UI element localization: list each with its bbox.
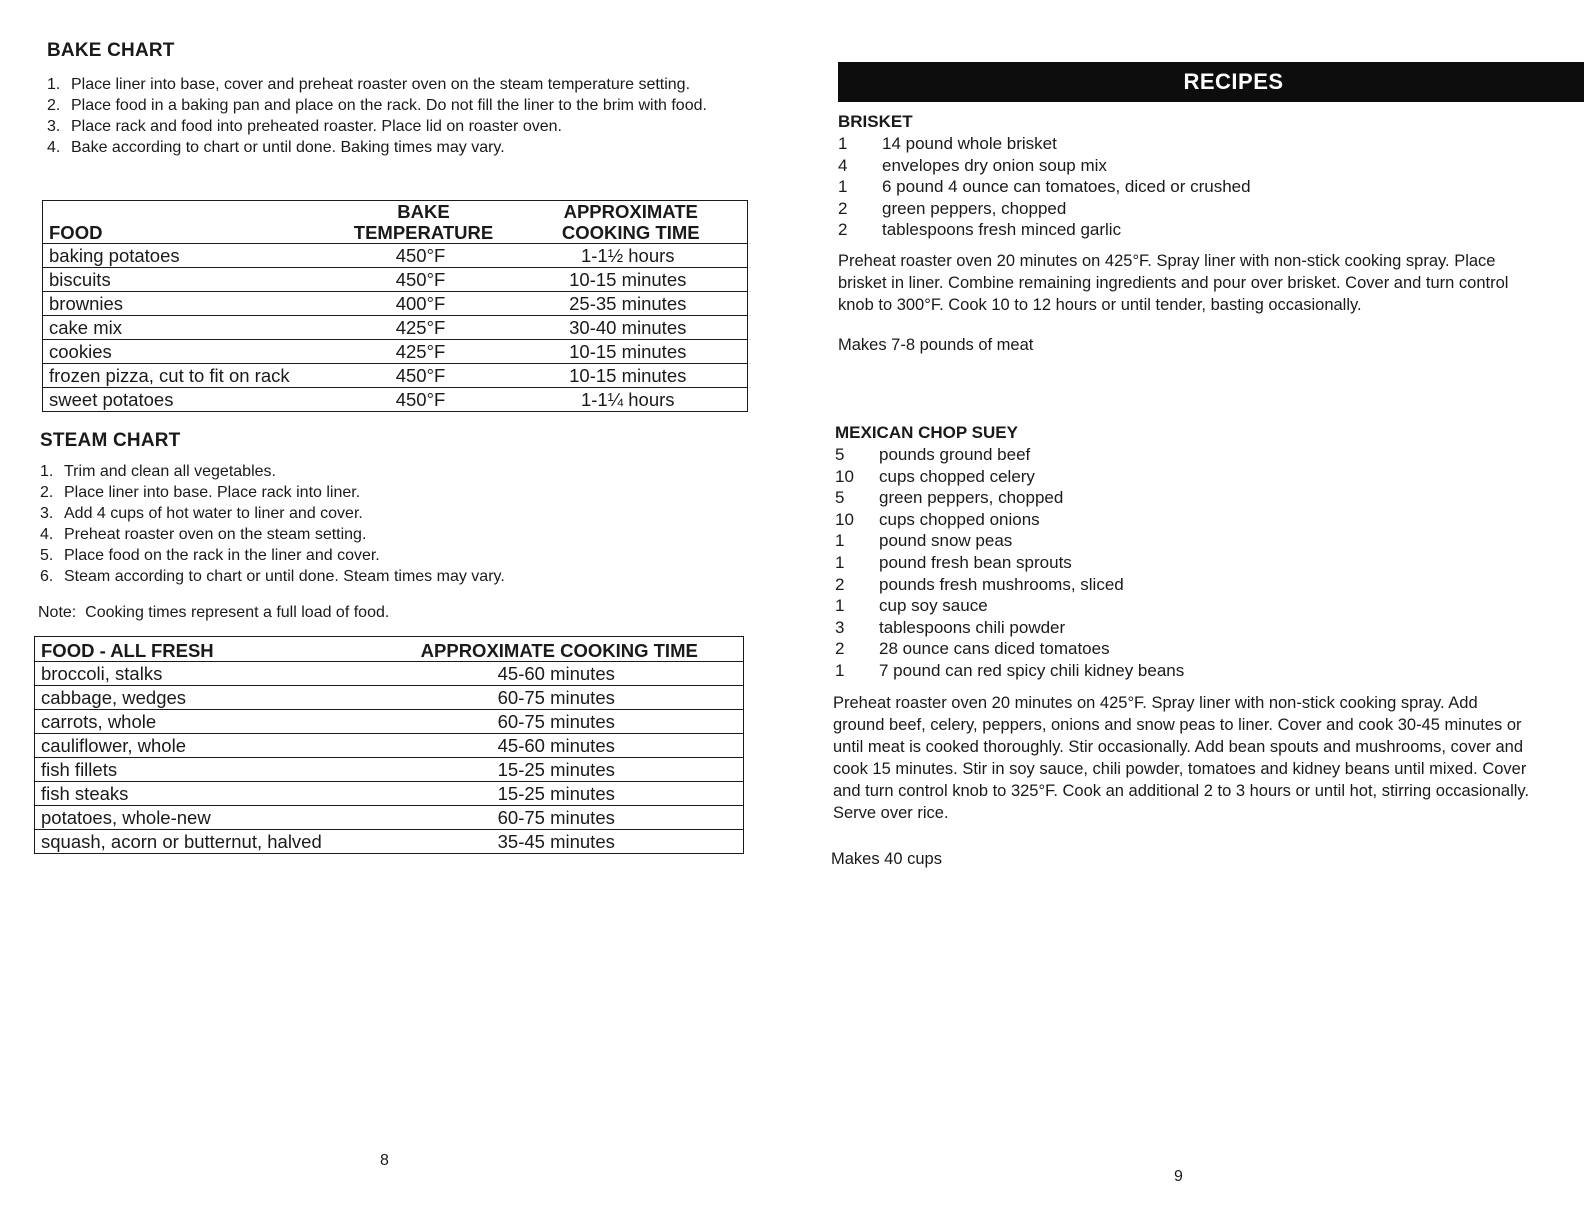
right-page bbox=[792, 0, 1584, 1222]
steam-steps bbox=[40, 461, 745, 587]
temp-cell: 425°F bbox=[333, 340, 509, 364]
time-cell: 30-40 minutes bbox=[509, 316, 748, 340]
food-header: FOOD - ALL FRESH bbox=[35, 637, 370, 662]
chop-suey-title: MEXICAN CHOP SUEY bbox=[835, 423, 1018, 442]
table-row bbox=[35, 662, 744, 686]
table-row bbox=[43, 364, 748, 388]
time-cell: 35-45 minutes bbox=[370, 830, 744, 854]
food-cell: fish steaks bbox=[35, 782, 370, 806]
table-row bbox=[35, 734, 744, 758]
table-row bbox=[35, 710, 744, 734]
recipes-banner: RECIPES bbox=[838, 62, 1584, 102]
time-cell: 10-15 minutes bbox=[509, 364, 748, 388]
steam-step: 2. Place liner into base. Place rack into liner. bbox=[40, 484, 361, 501]
table-row bbox=[43, 292, 748, 316]
table-row bbox=[43, 340, 748, 364]
list-item: 2 green peppers, chopped bbox=[838, 198, 1067, 218]
chop-suey-yield: Makes 40 cups bbox=[831, 850, 942, 868]
steam-table-header bbox=[35, 637, 744, 662]
page-number: 9 bbox=[1174, 1168, 1183, 1185]
table-row bbox=[43, 244, 748, 268]
table-row bbox=[35, 830, 744, 854]
time-cell: 60-75 minutes bbox=[370, 710, 744, 734]
list-item: 5 pounds ground beef bbox=[835, 445, 1031, 464]
time-cell: 10-15 minutes bbox=[509, 268, 748, 292]
table-row bbox=[43, 268, 748, 292]
list-item: 1 pound fresh bean sprouts bbox=[835, 552, 1072, 572]
table-row bbox=[43, 316, 748, 340]
bake-step: 4. Bake according to chart or until done. Baking times may vary. bbox=[47, 139, 505, 156]
time-cell: 60-75 minutes bbox=[370, 806, 744, 830]
brisket-instructions: Preheat roaster oven 20 minutes on 425°F. Spray liner with non-stick cooking spray. Place brisket in liner. Combine remaining ingredients and pour over brisket. Cover and turn control knob to 300°F. Cook 10 to 12 hours or until tender, basting occasionally. bbox=[838, 252, 1509, 314]
list-item: 1 14 pound whole brisket bbox=[838, 134, 1057, 153]
time-cell: 60-75 minutes bbox=[370, 686, 744, 710]
food-cell: fish fillets bbox=[35, 758, 370, 782]
chop-suey-ingredients bbox=[835, 444, 1575, 682]
temp-cell: 450°F bbox=[333, 244, 509, 268]
time-cell: 10-15 minutes bbox=[509, 340, 748, 364]
food-cell: baking potatoes bbox=[43, 244, 333, 268]
list-item: 10 cups chopped celery bbox=[835, 466, 1035, 486]
list-item: 1 7 pound can red spicy chili kidney beans bbox=[835, 660, 1185, 680]
table-row bbox=[35, 686, 744, 710]
table-row bbox=[35, 758, 744, 782]
food-cell: broccoli, stalks bbox=[35, 662, 370, 686]
table-row bbox=[35, 806, 744, 830]
list-item: 3 tablespoons chili powder bbox=[835, 617, 1066, 637]
food-cell: biscuits bbox=[43, 268, 333, 292]
time-cell: 45-60 minutes bbox=[370, 662, 744, 686]
bake-chart-table bbox=[42, 200, 748, 412]
bake-table-header bbox=[43, 201, 748, 244]
steam-step: 4. Preheat roaster oven on the steam setting. bbox=[40, 526, 367, 543]
food-cell: cake mix bbox=[43, 316, 333, 340]
time-cell: 15-25 minutes bbox=[370, 782, 744, 806]
time-cell: 45-60 minutes bbox=[370, 734, 744, 758]
list-item: 1 6 pound 4 ounce can tomatoes, diced or crushed bbox=[838, 177, 1251, 197]
bake-steps bbox=[47, 74, 752, 158]
temp-cell: 450°F bbox=[333, 268, 509, 292]
steam-step: 6. Steam according to chart or until done. Steam times may vary. bbox=[40, 568, 505, 585]
steam-chart-title: STEAM CHART bbox=[40, 430, 181, 451]
chop-suey-instructions: Preheat roaster oven 20 minutes on 425°F. Spray liner with non-stick cooking spray. Add ground beef, celery, peppers, onions and snow peas to liner. Cover and cook 30-45 minutes or until meat is cooked thoroughly. Stir occasionally. Add bean spouts and mushrooms, cover and cook 15 minutes. Stir in soy sauce, chili powder, tomatoes and kidney beans until mixed. Cover and turn control knob to 325°F. Cook an additional 2 to 3 hours or until hot, stirring occasionally. Serve over rice. bbox=[833, 694, 1530, 822]
temp-cell: 450°F bbox=[333, 364, 509, 388]
temp-cell: 425°F bbox=[333, 316, 509, 340]
list-item: 1 cup soy sauce bbox=[835, 596, 988, 616]
list-item: 2 28 ounce cans diced tomatoes bbox=[835, 639, 1110, 659]
food-cell: cabbage, wedges bbox=[35, 686, 370, 710]
time-cell: 15-25 minutes bbox=[370, 758, 744, 782]
brisket-ingredients bbox=[838, 133, 1578, 241]
cooking-time-header: APPROXIMATE COOKING TIME bbox=[509, 201, 748, 244]
bake-step: 2. Place food in a baking pan and place on the rack. Do not fill the liner to the brim with food. bbox=[47, 97, 707, 114]
list-item: 10 cups chopped onions bbox=[835, 509, 1040, 529]
steam-note: Note: Cooking times represent a full load of food. bbox=[38, 604, 390, 621]
table-row bbox=[43, 388, 748, 412]
list-item: 2 pounds fresh mushrooms, sliced bbox=[835, 574, 1124, 594]
food-cell: sweet potatoes bbox=[43, 388, 333, 412]
food-header: FOOD bbox=[43, 201, 333, 244]
table-row bbox=[35, 782, 744, 806]
list-item: 4 envelopes dry onion soup mix bbox=[838, 155, 1107, 175]
list-item: 2 tablespoons fresh minced garlic bbox=[838, 220, 1122, 240]
food-cell: cookies bbox=[43, 340, 333, 364]
time-cell: 25-35 minutes bbox=[509, 292, 748, 316]
bake-temp-header: BAKE TEMPERATURE bbox=[333, 201, 509, 244]
food-cell: frozen pizza, cut to fit on rack bbox=[43, 364, 333, 388]
temp-cell: 450°F bbox=[333, 388, 509, 412]
cooking-time-header: APPROXIMATE COOKING TIME bbox=[370, 637, 744, 662]
time-cell: 1-1½ hours bbox=[509, 244, 748, 268]
list-item: 1 pound snow peas bbox=[835, 531, 1013, 551]
time-cell: 1-1¼ hours bbox=[509, 388, 748, 412]
steam-step: 5. Place food on the rack in the liner and cover. bbox=[40, 547, 380, 564]
food-cell: potatoes, whole-new bbox=[35, 806, 370, 830]
bake-step: 1. Place liner into base, cover and preheat roaster oven on the steam temperature setting. bbox=[47, 76, 691, 93]
steam-chart-table bbox=[34, 636, 744, 854]
brisket-title: BRISKET bbox=[838, 112, 913, 131]
brisket-yield: Makes 7-8 pounds of meat bbox=[838, 336, 1034, 354]
temp-cell: 400°F bbox=[333, 292, 509, 316]
food-cell: cauliflower, whole bbox=[35, 734, 370, 758]
bake-chart-title: BAKE CHART bbox=[47, 40, 175, 61]
steam-step: 3. Add 4 cups of hot water to liner and cover. bbox=[40, 505, 363, 522]
food-cell: carrots, whole bbox=[35, 710, 370, 734]
food-cell: squash, acorn or butternut, halved bbox=[35, 830, 370, 854]
list-item: 5 green peppers, chopped bbox=[835, 488, 1064, 508]
page-number: 8 bbox=[380, 1152, 389, 1169]
bake-step: 3. Place rack and food into preheated roaster. Place lid on roaster oven. bbox=[47, 118, 562, 135]
steam-step: 1. Trim and clean all vegetables. bbox=[40, 463, 276, 480]
food-cell: brownies bbox=[43, 292, 333, 316]
